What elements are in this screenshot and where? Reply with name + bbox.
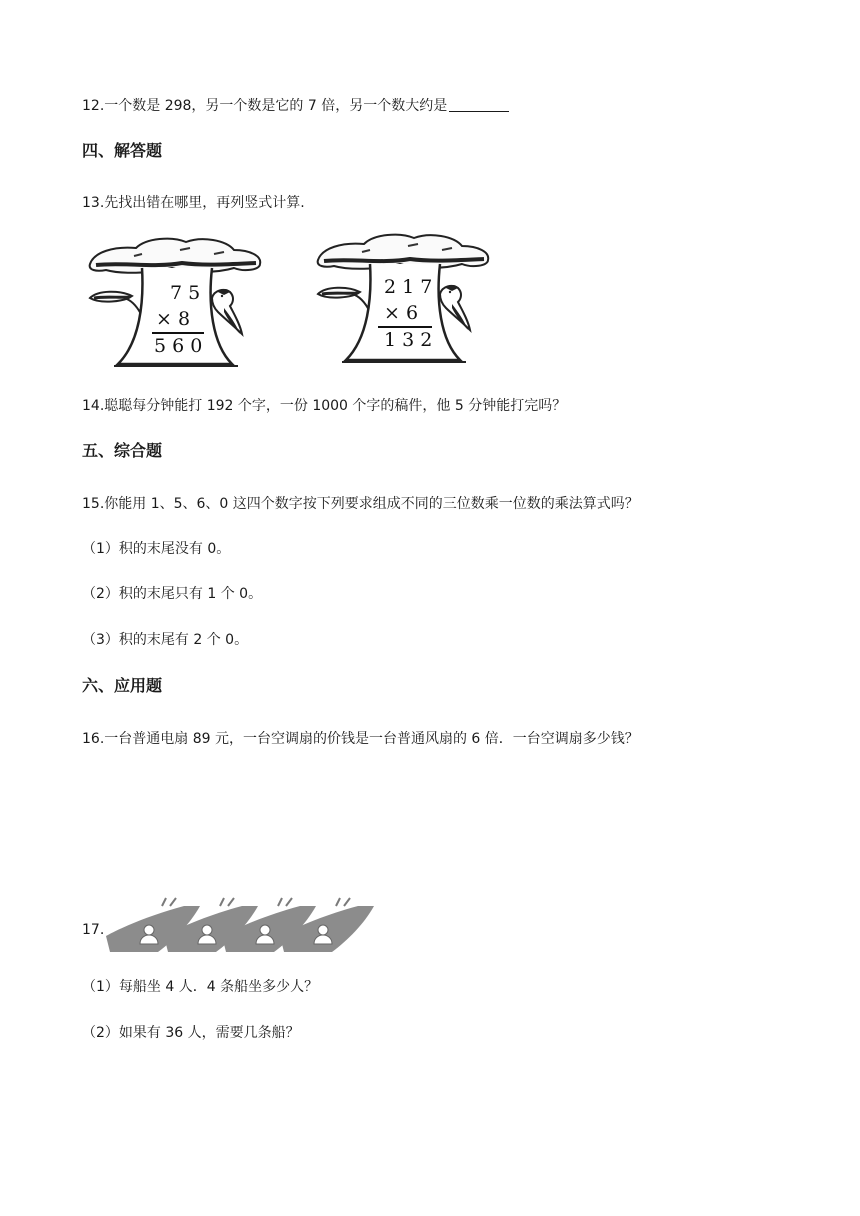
tree-2-result: 1 3 2 [384,329,433,351]
answer-blank[interactable] [449,97,509,112]
question-15-part-1: （1）积的末尾没有 0。 [82,541,231,557]
tree-2-multiplier: × 6 [384,302,419,324]
section-5-heading: 五、综合题 [82,441,163,460]
boats-illustration [104,896,376,958]
tree-illustration-2 [312,228,496,370]
question-17-part-2: （2）如果有 36 人，需要几条船？ [82,1025,300,1041]
tree-2-svg [312,228,496,370]
tree-1-svg [84,232,268,374]
question-17-label: 17. [82,922,105,938]
boats-svg [104,896,376,958]
question-13-text: 13.先找出错在哪里，再列竖式计算. [82,195,305,211]
tree-2-top-number: 2 1 7 [384,276,433,298]
section-6-heading: 六、应用题 [82,676,163,695]
question-15-part-2: （2）积的末尾只有 1 个 0。 [82,586,263,602]
question-12 [82,96,509,116]
question-12-text: 12.一个数是 298，另一个数是它的 7 倍，另一个数大约是 [82,98,448,114]
tree-1-result: 5 6 0 [154,335,203,357]
question-17-part-1: （1）每船坐 4 人．4 条船坐多少人？ [82,979,319,995]
question-15-part-3: （3）积的末尾有 2 个 0。 [82,632,249,648]
tree-1-multiplier: × 8 [156,308,191,330]
question-15-text: 15.你能用 1、5、6、0 这四个数字按下列要求组成不同的三位数乘一位数的乘法算式吗？ [82,496,639,512]
tree-1-top-number: 7 5 [170,282,201,304]
section-4-heading: 四、解答题 [82,141,163,160]
question-14-text: 14.聪聪每分钟能打 192 个字，一份 1000 个字的稿件，他 5 分钟能打完吗？ [82,398,567,414]
question-16-text: 16.一台普通电扇 89 元，一台空调扇的价钱是一台普通风扇的 6 倍．一台空调扇多少钱？ [82,731,639,747]
tree-illustration-1 [84,232,268,374]
